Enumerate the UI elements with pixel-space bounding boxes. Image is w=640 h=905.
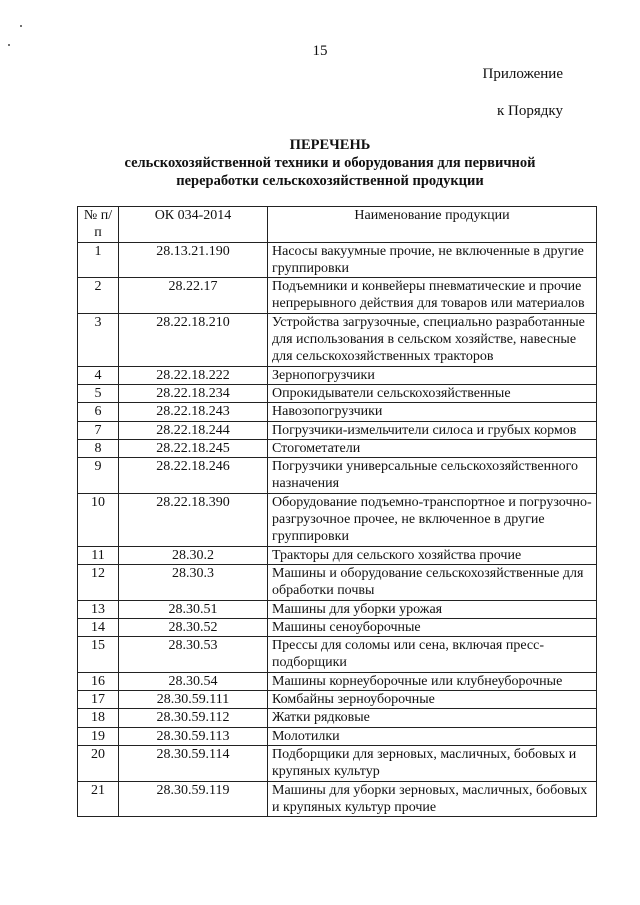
row-code: 28.22.18.234 bbox=[119, 384, 268, 402]
table-row bbox=[78, 403, 597, 421]
table-row bbox=[78, 564, 597, 600]
row-name: Оборудование подъемно-транспортное и погрузочно-разгрузочное прочее, не включенное в другие группировки bbox=[268, 493, 597, 546]
table-row bbox=[78, 493, 597, 546]
row-code: 28.13.21.190 bbox=[119, 242, 268, 278]
table-row bbox=[78, 637, 597, 673]
table-row bbox=[78, 618, 597, 636]
row-number: 10 bbox=[78, 493, 119, 546]
table-row bbox=[78, 781, 597, 817]
row-name: Погрузчики-измельчители силоса и грубых кормов bbox=[268, 421, 597, 439]
table-row bbox=[78, 421, 597, 439]
row-number: 5 bbox=[78, 384, 119, 402]
row-number: 16 bbox=[78, 672, 119, 690]
row-code: 28.30.59.113 bbox=[119, 727, 268, 745]
row-code: 28.30.59.112 bbox=[119, 709, 268, 727]
row-code: 28.22.17 bbox=[119, 278, 268, 314]
row-number: 11 bbox=[78, 546, 119, 564]
row-code: 28.22.18.243 bbox=[119, 403, 268, 421]
equipment-table bbox=[77, 206, 597, 817]
row-name: Опрокидыватели сельскохозяйственные bbox=[268, 384, 597, 402]
row-code: 28.30.59.114 bbox=[119, 745, 268, 781]
row-code: 28.22.18.246 bbox=[119, 458, 268, 494]
row-name: Тракторы для сельского хозяйства прочие bbox=[268, 546, 597, 564]
row-number: 3 bbox=[78, 313, 119, 366]
document-title bbox=[80, 136, 580, 190]
row-number: 8 bbox=[78, 439, 119, 457]
title-subtitle-line2: переработки сельскохозяйственной продукции bbox=[176, 173, 484, 189]
row-name: Погрузчики универсальные сельскохозяйственного назначения bbox=[268, 458, 597, 494]
row-name: Насосы вакуумные прочие, не включенные в другие группировки bbox=[268, 242, 597, 278]
appendix-label: Приложение bbox=[482, 66, 563, 82]
row-code: 28.30.54 bbox=[119, 672, 268, 690]
table-row bbox=[78, 546, 597, 564]
row-code: 28.30.51 bbox=[119, 600, 268, 618]
scan-speck bbox=[20, 25, 22, 27]
row-code: 28.22.18.245 bbox=[119, 439, 268, 457]
row-number: 15 bbox=[78, 637, 119, 673]
row-number: 2 bbox=[78, 278, 119, 314]
row-code: 28.30.53 bbox=[119, 637, 268, 673]
table-row bbox=[78, 439, 597, 457]
row-number: 9 bbox=[78, 458, 119, 494]
row-number: 18 bbox=[78, 709, 119, 727]
appendix-reference: к Порядку bbox=[497, 103, 563, 119]
row-number: 6 bbox=[78, 403, 119, 421]
table-row bbox=[78, 745, 597, 781]
table-row bbox=[78, 727, 597, 745]
row-name: Молотилки bbox=[268, 727, 597, 745]
row-name: Устройства загрузочные, специально разработанные для использования в сельском хозяйстве, навесные для сельскохозяйственных тракторов bbox=[268, 313, 597, 366]
table-row bbox=[78, 458, 597, 494]
row-name: Машины и оборудование сельскохозяйственные для обработки почвы bbox=[268, 564, 597, 600]
row-number: 12 bbox=[78, 564, 119, 600]
row-code: 28.30.59.119 bbox=[119, 781, 268, 817]
table-row bbox=[78, 672, 597, 690]
row-name: Машины для уборки урожая bbox=[268, 600, 597, 618]
row-name: Прессы для соломы или сена, включая пресс-подборщики bbox=[268, 637, 597, 673]
table-row bbox=[78, 691, 597, 709]
table-body bbox=[78, 242, 597, 817]
row-name: Машины корнеуборочные или клубнеуборочные bbox=[268, 672, 597, 690]
row-code: 28.30.2 bbox=[119, 546, 268, 564]
table-header-row bbox=[78, 207, 597, 243]
table-row bbox=[78, 384, 597, 402]
row-code: 28.30.59.111 bbox=[119, 691, 268, 709]
table-row bbox=[78, 366, 597, 384]
row-name: Подборщики для зерновых, масличных, бобовых и крупяных культур bbox=[268, 745, 597, 781]
row-name: Стогометатели bbox=[268, 439, 597, 457]
row-code: 28.30.52 bbox=[119, 618, 268, 636]
row-code: 28.22.18.222 bbox=[119, 366, 268, 384]
row-name: Жатки рядковые bbox=[268, 709, 597, 727]
table-row bbox=[78, 600, 597, 618]
row-name: Машины для уборки зерновых, масличных, бобовых и крупяных культур прочие bbox=[268, 781, 597, 817]
row-number: 1 bbox=[78, 242, 119, 278]
page-number: 15 bbox=[312, 43, 328, 59]
row-name: Комбайны зерноуборочные bbox=[268, 691, 597, 709]
row-code: 28.22.18.210 bbox=[119, 313, 268, 366]
header-name: Наименование продукции bbox=[268, 207, 597, 243]
row-name: Навозопогрузчики bbox=[268, 403, 597, 421]
header-number: № п/п bbox=[78, 207, 119, 243]
row-name: Зернопогрузчики bbox=[268, 366, 597, 384]
header-code: ОК 034-2014 bbox=[119, 207, 268, 243]
row-number: 14 bbox=[78, 618, 119, 636]
row-code: 28.22.18.244 bbox=[119, 421, 268, 439]
row-code: 28.22.18.390 bbox=[119, 493, 268, 546]
table-row bbox=[78, 242, 597, 278]
row-name: Машины сеноуборочные bbox=[268, 618, 597, 636]
table-row bbox=[78, 709, 597, 727]
row-number: 20 bbox=[78, 745, 119, 781]
row-number: 13 bbox=[78, 600, 119, 618]
table-row bbox=[78, 313, 597, 366]
table-row bbox=[78, 278, 597, 314]
row-number: 19 bbox=[78, 727, 119, 745]
title-heading: ПЕРЕЧЕНЬ bbox=[289, 137, 371, 153]
row-code: 28.30.3 bbox=[119, 564, 268, 600]
row-number: 4 bbox=[78, 366, 119, 384]
row-number: 7 bbox=[78, 421, 119, 439]
title-subtitle-line1: сельскохозяйственной техники и оборудования для первичной bbox=[124, 155, 536, 171]
row-name: Подъемники и конвейеры пневматические и прочие непрерывного действия для товаров или материалов bbox=[268, 278, 597, 314]
row-number: 21 bbox=[78, 781, 119, 817]
row-number: 17 bbox=[78, 691, 119, 709]
